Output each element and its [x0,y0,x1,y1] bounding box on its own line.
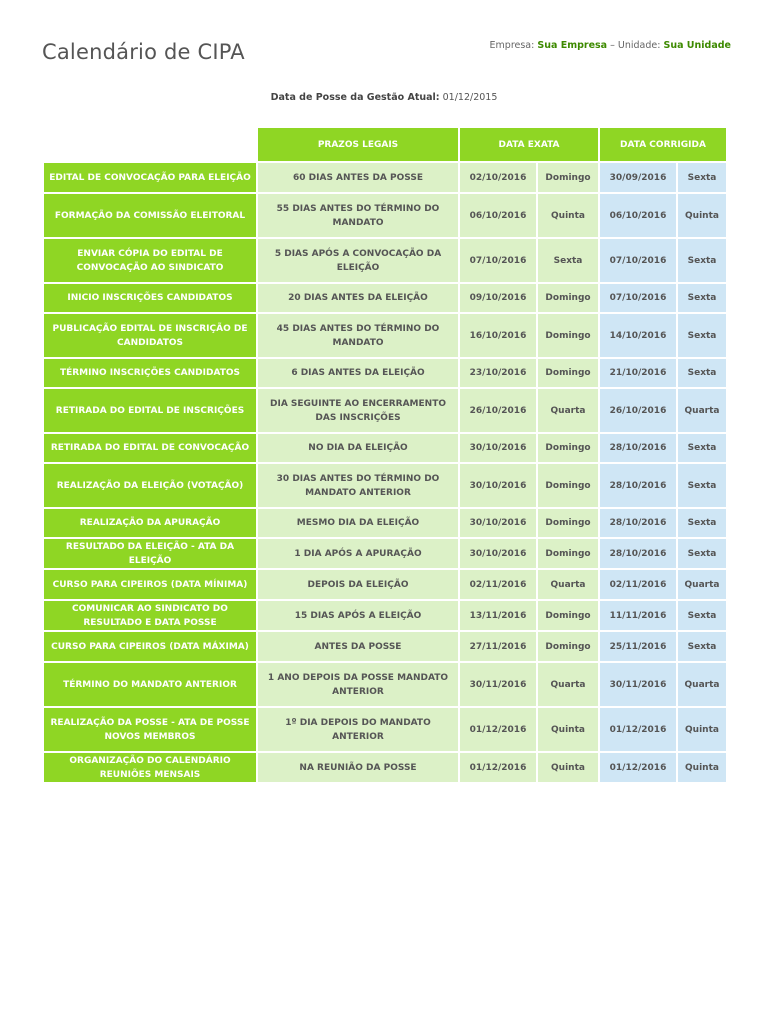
data-exata-cell: 26/10/2016 [460,389,536,432]
event-cell: RETIRADA DO EDITAL DE INSCRIÇÕES [44,389,256,432]
event-cell: RESULTADO DA ELEIÇÃO - ATA DA ELEIÇÃO [44,539,256,568]
prazo-cell: ANTES DA POSSE [258,632,458,661]
data-exata-cell: 30/10/2016 [460,434,536,462]
company-info [490,40,731,51]
dia-exata-cell: Quinta [538,753,598,782]
posse-value: 01/12/2015 [442,92,498,103]
table-row [44,663,726,706]
dia-exata-cell: Quarta [538,570,598,599]
event-cell: TÉRMINO DO MANDATO ANTERIOR [44,663,256,706]
table-row [44,314,726,357]
event-cell: REALIZAÇÃO DA APURAÇÃO [44,509,256,537]
table-row [44,194,726,237]
event-cell: ENVIAR CÓPIA DO EDITAL DE CONVOCAÇÃO AO SINDICATO [44,239,256,282]
header-data-exata: DATA EXATA [460,128,598,161]
data-corrigida-cell: 11/11/2016 [600,601,676,630]
dia-exata-cell: Domingo [538,464,598,507]
dia-corrigida-cell: Quarta [678,663,726,706]
data-exata-cell: 30/10/2016 [460,509,536,537]
prazo-cell: 20 DIAS ANTES DA ELEIÇÃO [258,284,458,312]
data-corrigida-cell: 30/09/2016 [600,163,676,192]
event-cell: ORGANIZAÇÃO DO CALENDÁRIO REUNIÕES MENSAIS [44,753,256,782]
table-row [44,464,726,507]
prazo-cell: 60 DIAS ANTES DA POSSE [258,163,458,192]
data-exata-cell: 13/11/2016 [460,601,536,630]
dia-corrigida-cell: Sexta [678,539,726,568]
unidade-value: Sua Unidade [663,40,731,51]
dia-corrigida-cell: Sexta [678,509,726,537]
data-corrigida-cell: 28/10/2016 [600,539,676,568]
dia-exata-cell: Domingo [538,539,598,568]
data-exata-cell: 01/12/2016 [460,753,536,782]
table-row [44,570,726,599]
header-data-corrigida: DATA CORRIGIDA [600,128,726,161]
dia-exata-cell: Domingo [538,359,598,387]
table-row [44,708,726,751]
prazo-cell: 1º DIA DEPOIS DO MANDATO ANTERIOR [258,708,458,751]
dia-exata-cell: Domingo [538,632,598,661]
table-row [44,632,726,661]
prazo-cell: 1 DIA APÓS A APURAÇÃO [258,539,458,568]
table-row [44,753,726,782]
data-corrigida-cell: 06/10/2016 [600,194,676,237]
prazo-cell: MESMO DIA DA ELEIÇÃO [258,509,458,537]
dia-exata-cell: Domingo [538,601,598,630]
data-corrigida-cell: 07/10/2016 [600,284,676,312]
data-corrigida-cell: 01/12/2016 [600,753,676,782]
data-exata-cell: 01/12/2016 [460,708,536,751]
table-row [44,601,726,630]
table-body [44,163,726,782]
dia-corrigida-cell: Quarta [678,570,726,599]
dia-corrigida-cell: Sexta [678,434,726,462]
prazo-cell: NA REUNIÃO DA POSSE [258,753,458,782]
prazo-cell: 45 DIAS ANTES DO TÉRMINO DO MANDATO [258,314,458,357]
prazo-cell: 1 ANO DEPOIS DA POSSE MANDATO ANTERIOR [258,663,458,706]
dia-corrigida-cell: Sexta [678,284,726,312]
dia-exata-cell: Sexta [538,239,598,282]
data-exata-cell: 23/10/2016 [460,359,536,387]
prazo-cell: 5 DIAS APÓS A CONVOCAÇÃO DA ELEIÇÃO [258,239,458,282]
prazo-cell: 15 DIAS APÓS A ELEIÇÃO [258,601,458,630]
data-corrigida-cell: 14/10/2016 [600,314,676,357]
dia-exata-cell: Domingo [538,314,598,357]
table-row [44,359,726,387]
event-cell: REALIZAÇÃO DA POSSE - ATA DE POSSE NOVOS MEMBROS [44,708,256,751]
table-row [44,434,726,462]
data-exata-cell: 02/11/2016 [460,570,536,599]
posse-date [0,92,768,103]
data-corrigida-cell: 28/10/2016 [600,434,676,462]
data-corrigida-cell: 26/10/2016 [600,389,676,432]
unidade-label: Unidade: [617,40,661,51]
data-corrigida-cell: 28/10/2016 [600,509,676,537]
dia-corrigida-cell: Quarta [678,389,726,432]
prazo-cell: DEPOIS DA ELEIÇÃO [258,570,458,599]
table-row [44,389,726,432]
posse-label: Data de Posse da Gestão Atual: [270,92,440,103]
table-row [44,539,726,568]
event-cell: CURSO PARA CIPEIROS (DATA MÁXIMA) [44,632,256,661]
data-exata-cell: 30/11/2016 [460,663,536,706]
data-exata-cell: 07/10/2016 [460,239,536,282]
empresa-label: Empresa: [489,40,535,51]
dia-corrigida-cell: Sexta [678,359,726,387]
prazo-cell: DIA SEGUINTE AO ENCERRAMENTO DAS INSCRIÇÕES [258,389,458,432]
data-exata-cell: 30/10/2016 [460,539,536,568]
data-corrigida-cell: 02/11/2016 [600,570,676,599]
dia-exata-cell: Domingo [538,163,598,192]
data-corrigida-cell: 25/11/2016 [600,632,676,661]
dia-corrigida-cell: Sexta [678,464,726,507]
data-corrigida-cell: 28/10/2016 [600,464,676,507]
empresa-value: Sua Empresa [537,40,608,51]
dia-exata-cell: Domingo [538,434,598,462]
dia-corrigida-cell: Sexta [678,632,726,661]
dia-corrigida-cell: Sexta [678,163,726,192]
dia-corrigida-cell: Sexta [678,601,726,630]
data-corrigida-cell: 01/12/2016 [600,708,676,751]
event-cell: INICIO INSCRIÇÕES CANDIDATOS [44,284,256,312]
event-cell: REALIZAÇÃO DA ELEIÇÃO (VOTAÇÃO) [44,464,256,507]
table-row [44,509,726,537]
event-cell: TÉRMINO INSCRIÇÕES CANDIDATOS [44,359,256,387]
dia-corrigida-cell: Quinta [678,194,726,237]
dia-exata-cell: Quarta [538,663,598,706]
data-exata-cell: 27/11/2016 [460,632,536,661]
dia-corrigida-cell: Sexta [678,314,726,357]
prazo-cell: 6 DIAS ANTES DA ELEIÇÃO [258,359,458,387]
data-corrigida-cell: 30/11/2016 [600,663,676,706]
dia-exata-cell: Quinta [538,708,598,751]
event-cell: FORMAÇÃO DA COMISSÃO ELEITORAL [44,194,256,237]
page-title: Calendário de CIPA [42,40,245,64]
data-corrigida-cell: 21/10/2016 [600,359,676,387]
dia-corrigida-cell: Quinta [678,753,726,782]
cipa-calendar-table [42,126,728,784]
event-cell: PUBLICAÇÃO EDITAL DE INSCRIÇÃO DE CANDIDATOS [44,314,256,357]
prazo-cell: 30 DIAS ANTES DO TÉRMINO DO MANDATO ANTERIOR [258,464,458,507]
data-exata-cell: 02/10/2016 [460,163,536,192]
header-blank-cell [44,128,256,161]
dia-exata-cell: Domingo [538,509,598,537]
event-cell: COMUNICAR AO SINDICATO DO RESULTADO E DATA POSSE [44,601,256,630]
event-cell: RETIRADA DO EDITAL DE CONVOCAÇÃO [44,434,256,462]
data-exata-cell: 30/10/2016 [460,464,536,507]
dia-corrigida-cell: Sexta [678,239,726,282]
prazo-cell: 55 DIAS ANTES DO TÉRMINO DO MANDATO [258,194,458,237]
dia-corrigida-cell: Quinta [678,708,726,751]
data-exata-cell: 16/10/2016 [460,314,536,357]
event-cell: CURSO PARA CIPEIROS (DATA MÍNIMA) [44,570,256,599]
table-header-row [44,128,726,161]
dia-exata-cell: Quinta [538,194,598,237]
dia-exata-cell: Domingo [538,284,598,312]
table-row [44,163,726,192]
data-exata-cell: 06/10/2016 [460,194,536,237]
data-exata-cell: 09/10/2016 [460,284,536,312]
company-separator: – [610,40,615,51]
header-prazos-legais: PRAZOS LEGAIS [258,128,458,161]
dia-exata-cell: Quarta [538,389,598,432]
event-cell: EDITAL DE CONVOCAÇÃO PARA ELEIÇÃO [44,163,256,192]
data-corrigida-cell: 07/10/2016 [600,239,676,282]
table-row [44,239,726,282]
prazo-cell: NO DIA DA ELEIÇÃO [258,434,458,462]
table-row [44,284,726,312]
